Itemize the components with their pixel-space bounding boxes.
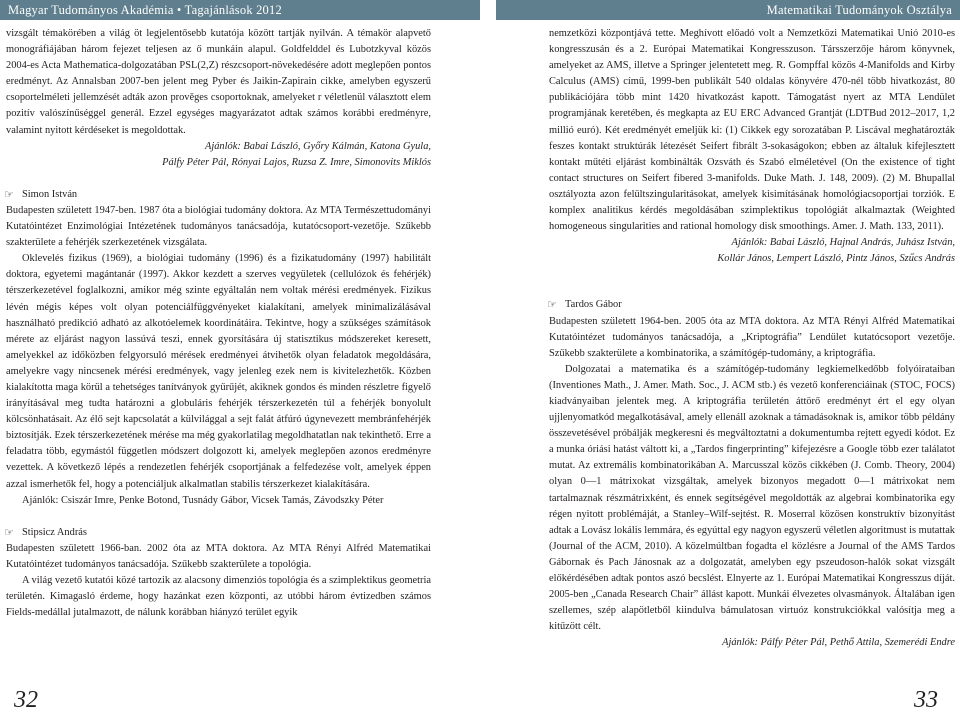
hand-pointer-icon: ☞ [4,525,14,539]
page-number-left: 32 [14,687,38,713]
hand-pointer-icon: ☞ [4,187,14,201]
header-left-title: Magyar Tudományos Akadémia • Tagajánlások 2012 [8,2,282,17]
header-left [0,0,480,20]
section-simon [6,187,431,203]
stipsicz-bio: Budapesten született 1966-ban. 2002 óta az MTA doktora. Az MTA Rényi Alfréd Matematikai Kutatóintézet tudományos tanácsadója. Szűkebb szakterülete a topológia. [6,542,431,570]
person-name: Stipsicz András [22,526,87,538]
header-right [496,0,960,20]
tardos-bio: Budapesten született 1964-ben. 2005 óta az MTA doktora. Az MTA Rényi Alfréd Matematikai Kutatóintézet tudományos tanácsadója, a „Kriptográfia” Lendület kutatócsoport vezetője. Szűkebb szakterülete a kombinatorika, a számítógép-tudomány, a kriptográfia. [549,315,955,359]
simon-bio: Budapesten született 1947-ben. 1987 óta a biológiai tudomány doktora. Az MTA Természettudományi Kutatóintézet Enzimológiai Intézetének tudományos tanácsadója, kutatócsoport-vezetője. Szűkebb szakterülete a fehérjék szerkezetének vizsgálata. [6,204,431,249]
section-stipsicz [6,525,431,541]
right-column [549,26,955,651]
tardos-description: Dolgozatai a matematika és a számítógép-tudomány legkiemelkedőbb folyóirataiban (Inventiones Math., J. Amer. Math. Soc., J. ACM stb.) és vezető konferenciáinak (STOC, FOCS) kiadványaiban jelentek meg. A kriptográfia területén áttörő eredményt ért el egy olyan ujjlenyomatkód megalkotásával, amely ellenáll azoknak a támadásoknak is, amikor több példány összevetésével próbálják megkeresni és megváltoztatni a dokumentumba rejtett egyedi kódot. Ez a munka óriási hatást váltott ki, a „Tardos fingerprinting” kifejezésre a Google több ezer találatot mutat. Az extremális kombinatorikában A. Marcusszal közös cikkében (J. Comb. Theory, 2004) olyan 0—1 mátrixokat vizsgáltak, amelyek bizonyos megadott 0—1 mátrixokat nem tartalmaznak részmátrixként, és ennek segítségével megoldották az algebrai kombinatorika egy régen nyitott problémáját, a Stanley–Wilf-sejtést. R. Moserral közösen konstruktív bizonyítást adtak a Lovász lokális lemmára, és egyúttal egy nagyon egyszerű véletlen algoritmust is mutattak (Journal of the ACM, 2010). A közelmúltban fogadta el közlésre a Journal of the AMS Tardos Gábornak és Pach Jánosnak az a dolgozatát, amelyben egy pszeudoson-halók sokat vizsgált előkérdésében adtak pontos aszó becslést. Elnyerte az 1. Európai Matematikai Kongresszus díját. 2005-ben „Canada Research Chair” állást kapott. Munkái élvezetes olvasmányok. Általában igen szellemes, szép alapötletből kiindulva bámulatosan virtuóz konstrukciókkal valósítja meg a kitűzött célt. [549,363,955,633]
simon-credit: Ajánlók: Csiszár Imre, Penke Botond, Tusnády Gábor, Vicsek Tamás, Závodszky Péter [22,494,384,506]
hand-pointer-icon: ☞ [547,298,557,312]
person-name: Simon István [22,188,78,200]
left-column [6,26,431,621]
stipsicz-credit-line-1: Ajánlók: Babai László, Hajnal András, Juhász István, [731,237,955,249]
stipsicz-credit-line-2: Kollár János, Lempert László, Pintz János, Szűcs András [717,253,955,265]
intro-paragraph: vizsgált témakörében a világ öt legjelentősebb kutatója között tartják nyilván. A témakör alapvető monográfiájában három fejezet teljesen az ő munkáin alapul. Goldfelddel és Lubotzkyval közös 2004-es Acta Mathematica-dolgozatában PSL(2,Z) részcsoport-növekedésére adott meglepően pontos eredményt. Az Annalsban 2007-ben jelent meg Pyber és Jaikin-Zapirain cikke, amelyben egyszerű csoportelméleti jellemzését adták azon prověges csoportoknak, amelyeket r véletlenül választott elem pozitív valószínűséggel generál. Ezzel egységes magyarázatot adtak számos korábbi eredményre, valamint nyitott kérdéseket is megoldottak. [6,28,431,136]
stipsicz-description: A világ vezető kutatói közé tartozik az alacsony dimenziós topológia és a szimplektikus geometria területén. Kimagasló érdeme, hogy hazánkat ezen központi, az utóbbi három évtizedben számos Fields-medállal jutalmazott, de nálunk korábban hiányzó terület egyik [6,575,431,619]
stipsicz-continued: nemzetközi központjává tette. Meghívott előadó volt a Nemzetközi Matematikai Unió 2010-es kongresszusán és a 2. Európai Matematikai Kongresszuson. Társszerzője három könyvnek, amelyeket az AMS, illetve a Springer jelentetett meg. R. Gompffal közös 4-Manifolds and Kirby Calculus (AMS) című, 1999-ben publikált 540 oldalas könyvére 470-nél több hivatkozást, 80 publikációjára több mint 1420 hivatkozást kapott. Támogatást nyert az MTA Lendület programjának keretében, és megkapta az EU ERC Advanced Grantját (LDTBud 2012–2017, 1,2 millió euró). Két eredményét emeljük ki: (1) Cikkek egy sorozatában P. Liscával meghatározták feszes kontakt struktúrák létezését Seifert fibrált 3-sokaságokon; ebben az általuk kifejlesztett kontakt műtéti eljárást kombinálták Ozsváth és Szabó elméletével (On the existence of tight contact structures on Seifert fibered 3-manifolds. Duke Math. J. 148, 2009). (2) M. Bhupallal osztályozta azon felültszingularitásokat, amelyek kisimításának homológiacsoportjai torziók. E komplex analitikus kérdés megoldásában szimplektikus topológiát alkalmaztak (Weighted homogeneous singularities and rational homology disk smoothings. Amer. J. Math. 133, 2011). [549,28,955,233]
section-tardos [549,297,955,313]
header-right-title: Matematikai Tudományok Osztálya [766,2,952,17]
tardos-credit: Ajánlók: Pálfy Péter Pál, Pethő Attila, Szemerédi Endre [722,637,955,649]
intro-credit-line-1: Ajánlók: Babai László, Győry Kálmán, Katona Gyula, [205,140,431,152]
simon-description: Oklevelés fizikus (1969), a biológiai tudomány (1996) és a fizikatudomány (1997) habilitált doktora, egyetemi magántanár (1997). Akkor kezdett a szerves vegyületek (cellulózok és fehérjék) térszerkezetével foglalkozni, amikor még szinte egyáltalán nem voltak mérési eredmények. Fizikus lévén mégis képes volt olyan potenciálfüggvényeket kialakítani, amelyek minimalizálásával használható predikció adható az alkotóelemek koordinátáira. Tekintve, hogy a szükséges számítások mérete az eljárást nagyon lassúvá teszi, ennek gyorsítására új statisztikus módszereket keresett, amelyekkel az időközben felgyorsuló mérések eredményei átvihetők olyan feladatok megoldására, amelyekre vagy nincsenek mérési eredmények, vagy jelenleg ezek nem is kivitelezhetők. Közben kialakította maga körül a tehetséges tanítványok gyűrűjét, akiknek gondos és minden részletre figyelő irányításával meg tudta határozni a globuláris fehérjék térszerkezetén túl a fehérjék bonyolult kölcsönhatásait. Az élő sejt kapcsolatát a külvilággal a sejt falát átfúró úgynevezett membránfehérjék biztosítják. Ezek térszerkezetének mérése ma még gyakorlatilag megoldhatatlan nak tekinthető. Erre a feladatra több, egymástól független módszert dolgozott ki, amelyek meglepően azonos eredményre vezettek. A következő lépés a rendezetlen fehérjék csoportjának a felfedezése volt, amelyek éppen azzal ismerhetők fel, hogy a potenciáljuk alkalmatlan stabilis térszerkezet kialakítására. [6,253,431,490]
person-name: Tardos Gábor [565,299,622,311]
page-number-right: 33 [914,687,938,713]
intro-credit-line-2: Pálfy Péter Pál, Rónyai Lajos, Ruzsa Z. Imre, Simonovits Miklós [162,156,431,168]
